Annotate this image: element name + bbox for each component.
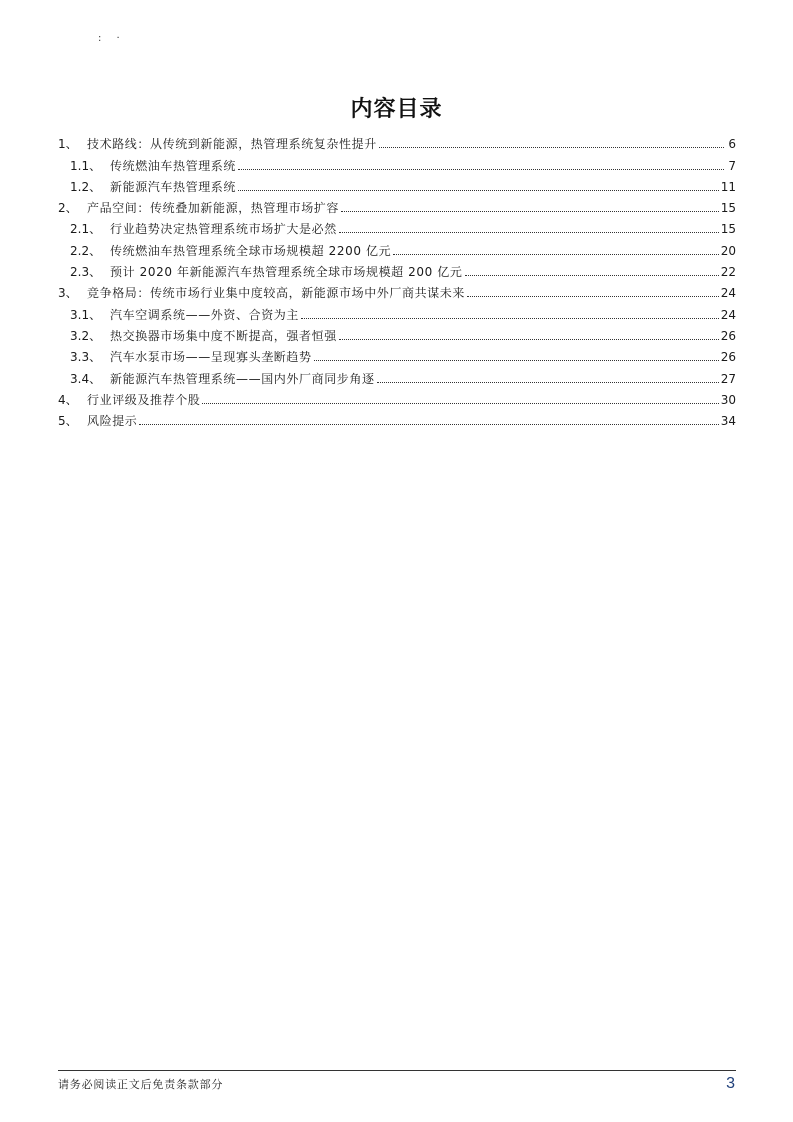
- toc-entry-title: 传统燃油车热管理系统: [110, 158, 237, 173]
- toc-dot-leader: [465, 274, 719, 276]
- toc-entry[interactable]: [58, 386, 736, 407]
- toc-entry-number: 2.2、: [70, 243, 102, 258]
- toc-entry-number: 3、: [58, 286, 78, 301]
- toc-entry[interactable]: [58, 279, 736, 300]
- toc-dot-leader: [301, 317, 719, 319]
- toc-entry-title: 汽车空调系统——外资、合资为主: [110, 307, 300, 322]
- toc-entry-page: 7: [728, 158, 736, 173]
- toc-entry-page: 22: [720, 265, 736, 280]
- toc-entry-title: 预计 2020 年新能源汽车热管理系统全球市场规模超 200 亿元: [110, 265, 463, 280]
- toc-entry-number: 1、: [58, 137, 78, 152]
- toc-entry-number: 5、: [58, 414, 78, 429]
- toc-entry[interactable]: [58, 151, 736, 172]
- toc-dot-leader: [339, 231, 719, 233]
- toc-entry-title: 传统燃油车热管理系统全球市场规模超 2200 亿元: [110, 243, 392, 258]
- toc-entry-page: 26: [720, 328, 736, 343]
- toc-entry[interactable]: [58, 407, 736, 428]
- toc-entry-number: 4、: [58, 392, 78, 407]
- toc-dot-leader: [379, 146, 724, 148]
- toc-entry-page: 27: [720, 371, 736, 386]
- toc-entry-number: 3.4、: [70, 371, 102, 386]
- toc-entry-page: 24: [720, 307, 736, 322]
- toc-entry-number: 1.2、: [70, 179, 102, 194]
- toc-entry-page: 26: [720, 350, 736, 365]
- toc-entry-page: 15: [720, 201, 736, 216]
- toc-entry-number: 1.1、: [70, 158, 102, 173]
- toc-entry-title: 新能源汽车热管理系统: [110, 179, 237, 194]
- toc-dot-leader: [202, 402, 718, 404]
- footer-divider: [58, 1070, 736, 1071]
- toc-entry-number: 2、: [58, 201, 78, 216]
- toc-entry[interactable]: [58, 322, 736, 343]
- toc-entry-page: 11: [720, 179, 736, 194]
- toc-dot-leader: [339, 338, 719, 340]
- toc-dot-leader: [238, 189, 719, 191]
- toc-entry-number: 2.3、: [70, 265, 102, 280]
- toc-dot-leader: [341, 210, 719, 212]
- table-of-contents: [58, 130, 736, 428]
- toc-dot-leader: [139, 423, 718, 425]
- toc-entry-page: 20: [720, 243, 736, 258]
- footer-disclaimer: 请务必阅读正文后免责条款部分: [58, 1078, 224, 1091]
- toc-entry[interactable]: [58, 258, 736, 279]
- toc-entry-page: 30: [720, 392, 736, 407]
- toc-entry-number: 3.1、: [70, 307, 102, 322]
- toc-entry-page: 6: [728, 137, 736, 152]
- toc-entry[interactable]: [58, 236, 736, 257]
- header-marks: : ·: [98, 33, 126, 44]
- toc-entry[interactable]: [58, 215, 736, 236]
- toc-entry-page: 24: [720, 286, 736, 301]
- toc-entry-page: 34: [720, 414, 736, 429]
- toc-entry-number: 2.1、: [70, 222, 102, 237]
- toc-entry-title: 行业趋势决定热管理系统市场扩大是必然: [110, 222, 337, 237]
- toc-entry-number: 3.2、: [70, 328, 102, 343]
- toc-entry-title: 汽车水泵市场——呈现寡头垄断趋势: [110, 350, 312, 365]
- toc-entry-number: 3.3、: [70, 350, 102, 365]
- toc-dot-leader: [314, 359, 719, 361]
- toc-entry-title: 行业评级及推荐个股: [87, 392, 201, 407]
- toc-entry[interactable]: [58, 300, 736, 321]
- toc-dot-leader: [467, 295, 719, 297]
- toc-entry-page: 15: [720, 222, 736, 237]
- toc-entry[interactable]: [58, 194, 736, 215]
- toc-dot-leader: [377, 381, 719, 383]
- toc-entry-title: 技术路线：从传统到新能源，热管理系统复杂性提升: [87, 137, 377, 152]
- toc-entry[interactable]: [58, 130, 736, 151]
- toc-entry-title: 新能源汽车热管理系统——国内外厂商同步角逐: [110, 371, 375, 386]
- toc-dot-leader: [393, 253, 719, 255]
- page-title: 内容目录: [350, 96, 443, 122]
- toc-entry-title: 风险提示: [87, 414, 138, 429]
- page-number: 3: [726, 1075, 735, 1092]
- toc-entry-title: 热交换器市场集中度不断提高，强者恒强: [110, 328, 337, 343]
- toc-entry[interactable]: [58, 173, 736, 194]
- toc-entry-title: 产品空间：传统叠加新能源，热管理市场扩容: [87, 201, 340, 216]
- toc-entry[interactable]: [58, 343, 736, 364]
- toc-dot-leader: [238, 168, 724, 170]
- toc-entry[interactable]: [58, 364, 736, 385]
- toc-entry-title: 竞争格局：传统市场行业集中度较高，新能源市场中外厂商共谋未来: [87, 286, 466, 301]
